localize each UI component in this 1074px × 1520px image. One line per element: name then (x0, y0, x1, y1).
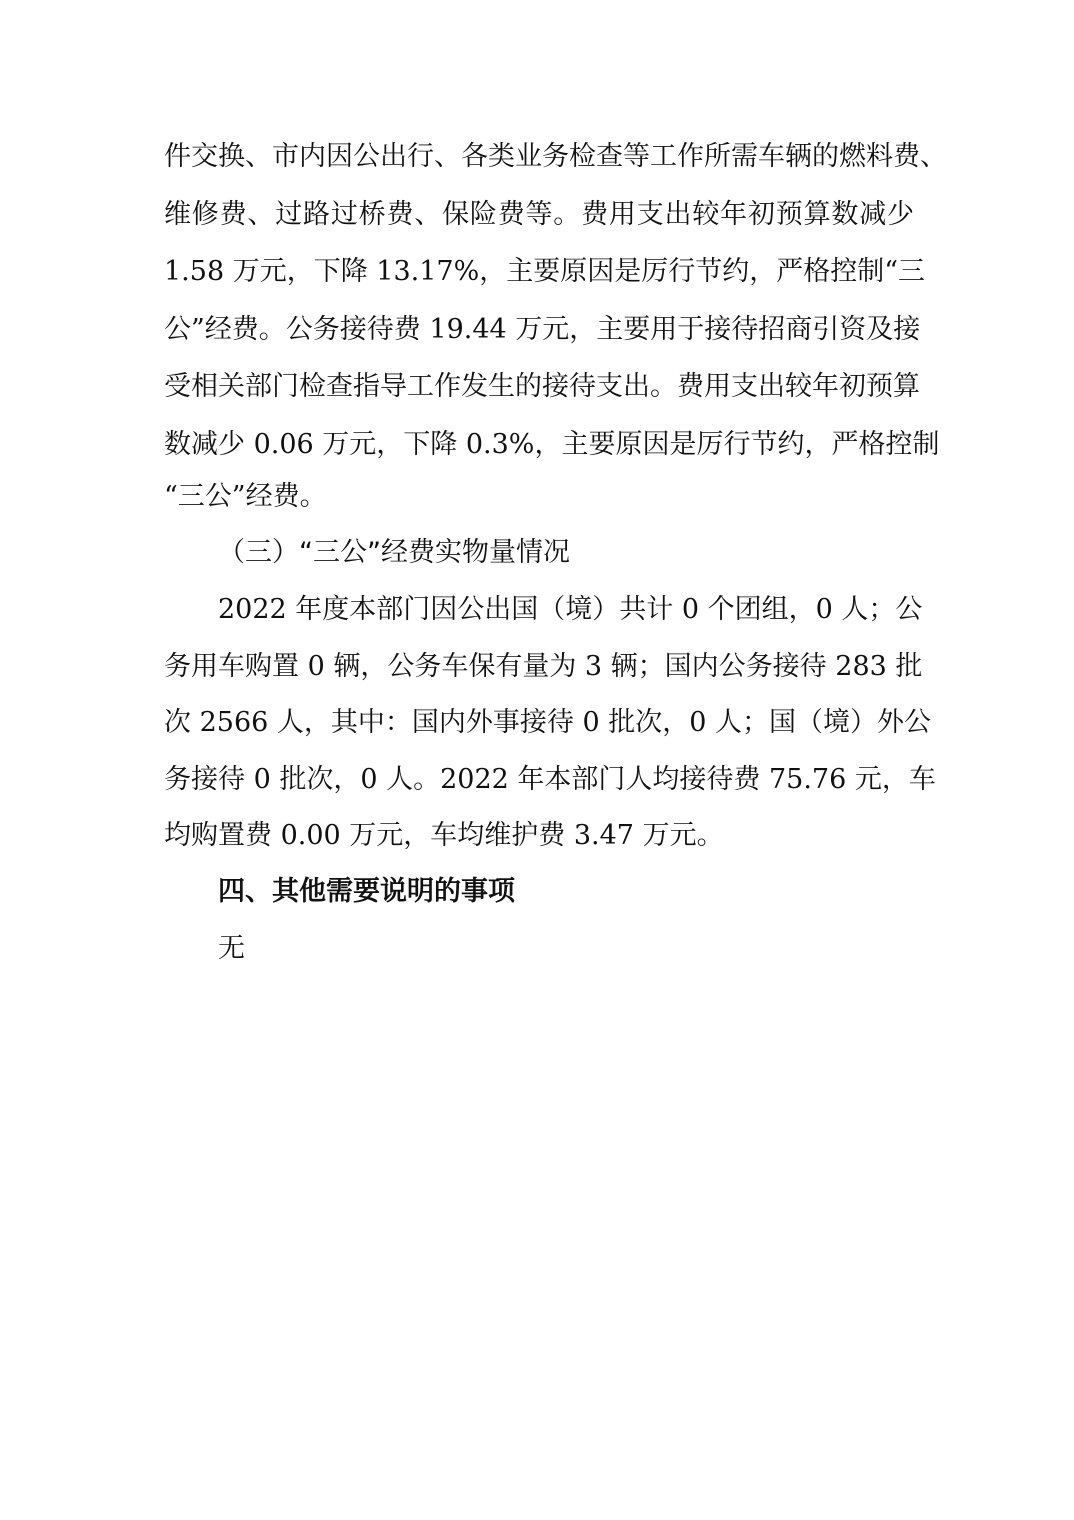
paragraph-line: 件交换、市内因公出行、各类业务检查等工作所需车辆的燃料费、 (164, 141, 947, 172)
paragraph-line: 公”经费。公务接待费 19.44 万元，主要用于接待招商引资及接 (164, 314, 921, 345)
paragraph-line: 2022 年度本部门因公出国（境）共计 0 个团组，0 人；公 (218, 594, 923, 625)
section-3-title: （三）“三公”经费实物量情况 (218, 537, 570, 568)
section-4-body: 无 (218, 933, 245, 964)
paragraph-line: 受相关部门检查指导工作发生的接待支出。费用支出较年初预算 (164, 371, 920, 402)
paragraph-line: “三公”经费。 (164, 481, 327, 512)
paragraph-line: 维修费、过路过桥费、保险费等。费用支出较年初预算数减少 (164, 199, 914, 230)
paragraph-line: 次 2566 人，其中：国内外事接待 0 批次，0 人；国（境）外公 (164, 707, 931, 738)
paragraph-line: 务用车购置 0 辆，公务车保有量为 3 辆；国内公务接待 283 批 (164, 651, 923, 682)
paragraph-line: 务接待 0 批次，0 人。2022 年本部门人均接待费 75.76 元，车 (164, 764, 936, 795)
paragraph-line: 数减少 0.06 万元，下降 0.3%，主要原因是厉行节约，严格控制 (164, 429, 940, 460)
section-4-title: 四、其他需要说明的事项 (218, 876, 515, 907)
paragraph-line: 均购置费 0.00 万元，车均维护费 3.47 万元。 (164, 820, 724, 851)
paragraph-line: 1.58 万元，下降 13.17%，主要原因是厉行节约，严格控制“三 (164, 256, 926, 287)
